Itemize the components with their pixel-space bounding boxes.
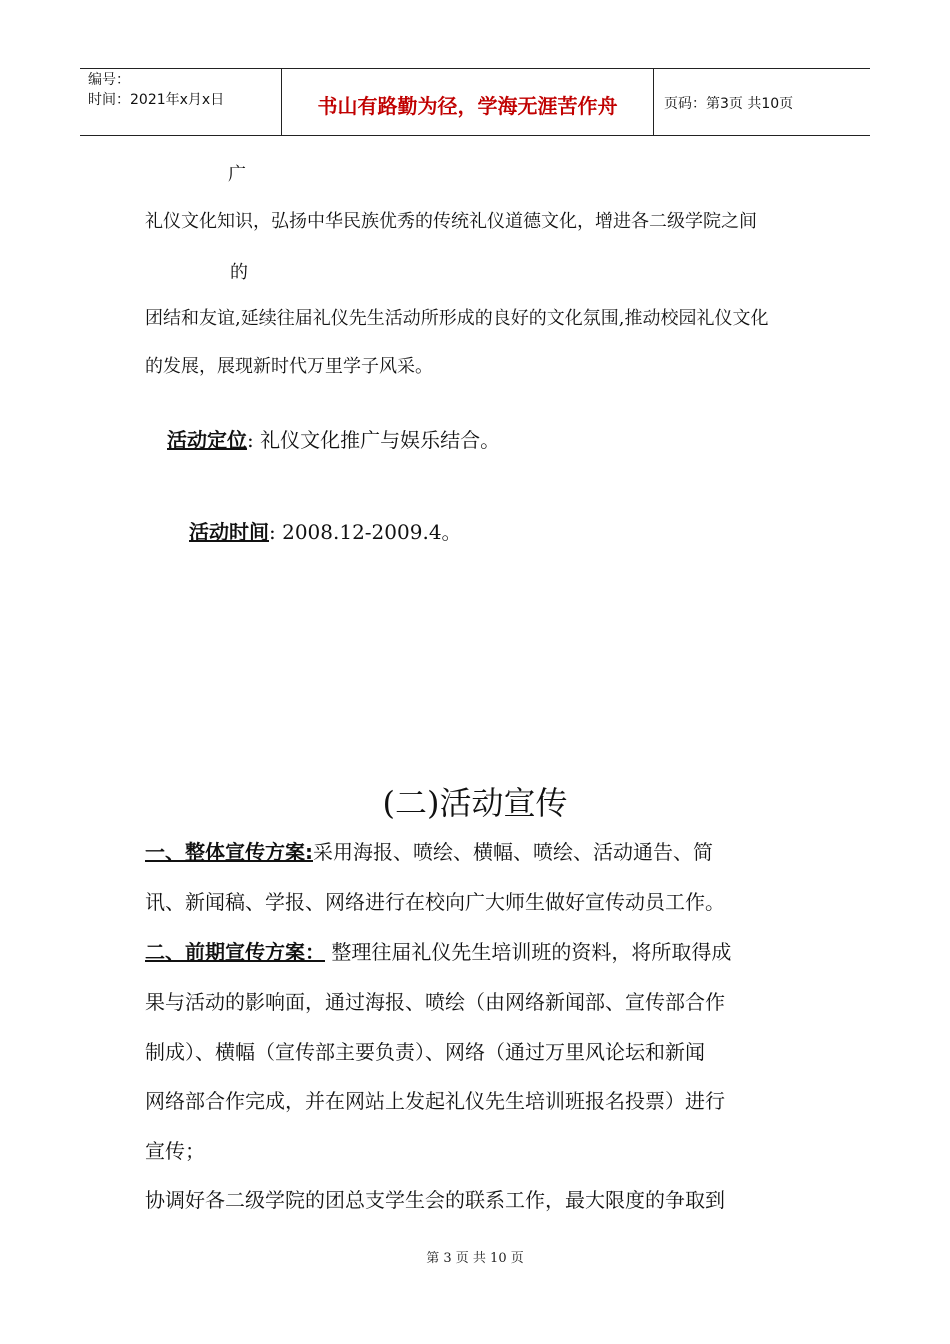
header-motto: 书山有路勤为径，学海无涯苦作舟 (282, 69, 654, 135)
positioning-text: : 礼仪文化推广与娱乐结合。 (247, 428, 501, 452)
plan-item-1-line-1 (145, 836, 713, 865)
time-text: : 2008.12-2009.4。 (269, 520, 462, 544)
positioning-label: 活动定位 (167, 428, 247, 452)
activity-time (189, 516, 462, 545)
activity-positioning (167, 424, 500, 453)
plan-item-1-line-2: 讯、新闻稿、学报、网络进行在校向广大师生做好宣传动员工作。 (145, 890, 725, 914)
plan-item-1-text: 采用海报、喷绘、横幅、喷绘、活动通告、简 (313, 840, 713, 864)
page-header (80, 68, 870, 136)
plan-item-2-label: 二、前期宣传方案： (145, 940, 325, 964)
section-title: (二)活动宣传 (382, 784, 568, 822)
plan-item-1-label: 一、整体宣传方案: (145, 840, 313, 864)
plan-item-2-line-1 (145, 936, 731, 965)
body-line-4: 团结和友谊,延续往届礼仪先生活动所形成的良好的文化氛围,推动校园礼仪文化 (145, 308, 769, 329)
plan-item-3-line-1: 协调好各二级学院的团总支学生会的联系工作，最大限度的争取到 (145, 1188, 725, 1212)
plan-item-2-line-4: 网络部合作完成，并在网站上发起礼仪先生培训班报名投票）进行 (145, 1089, 725, 1113)
header-page-info: 页码：第3页 共10页 (664, 96, 794, 112)
body-line-5: 的发展，展现新时代万里学子风采。 (145, 356, 433, 377)
body-line-2: 礼仪文化知识，弘扬中华民族优秀的传统礼仪道德文化，增进各二级学院之间 (145, 211, 757, 232)
doc-number-label: 编号： (88, 72, 130, 88)
plan-item-2-line-3: 制成）、横幅（宣传部主要负责）、网络（通过万里风论坛和新闻 (145, 1040, 705, 1064)
plan-item-2-text: 整理往届礼仪先生培训班的资料，将所取得成 (325, 940, 732, 964)
plan-item-2-line-5: 宣传； (145, 1139, 205, 1163)
plan-item-2-line-2: 果与活动的影响面，通过海报、喷绘（由网络新闻部、宣传部合作 (145, 990, 725, 1014)
body-line-3: 的 (230, 262, 248, 283)
time-label: 活动时间 (189, 520, 269, 544)
page-footer: 第 3 页 共 10 页 (426, 1251, 524, 1266)
doc-time-label: 时间：2021年x月x日 (88, 92, 225, 108)
body-line-1: 广 (228, 164, 246, 185)
header-meta (80, 69, 282, 135)
